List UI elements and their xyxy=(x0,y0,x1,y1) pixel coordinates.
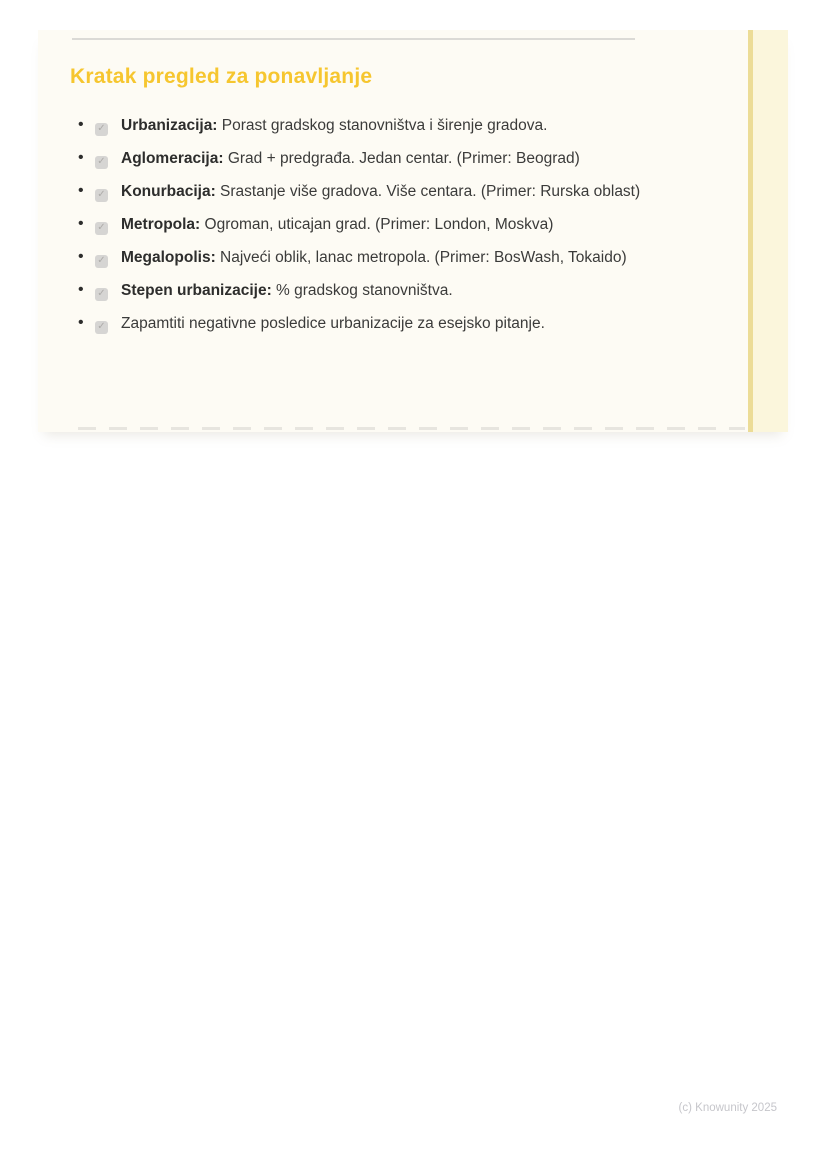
check-icon: ✓ xyxy=(97,288,106,299)
bullet-icon: • xyxy=(78,248,84,265)
check-icon: ✓ xyxy=(97,321,106,332)
check-icon: ✓ xyxy=(97,156,106,167)
card-accent-strip xyxy=(748,30,788,432)
item-term: Metropola: xyxy=(121,216,201,233)
section-title: Kratak pregled za ponavljanje xyxy=(70,65,373,88)
check-icon: ✓ xyxy=(97,222,106,233)
item-text: Srastanje više gradova. Više centara. (Primer: Rurska oblast) xyxy=(215,183,641,200)
notes-card xyxy=(38,30,788,432)
checkbox-checked-icon[interactable] xyxy=(95,255,108,268)
bullet-icon: • xyxy=(78,215,84,232)
item-term: Stepen urbanizacije: xyxy=(121,282,272,299)
page-break-dashes xyxy=(78,427,745,430)
item-term: Megalopolis: xyxy=(121,249,216,266)
item-text: Ogroman, uticajan grad. (Primer: London, Moskva) xyxy=(200,216,554,233)
checklist-item xyxy=(38,311,641,336)
checkbox-checked-icon[interactable] xyxy=(95,288,108,301)
item-text: Grad + predgrađa. Jedan centar. (Primer: Beograd) xyxy=(223,150,580,167)
item-text: Zapamtiti negativne posledice urbanizacije za esejsko pitanje. xyxy=(121,315,545,332)
bullet-icon: • xyxy=(78,182,84,199)
checklist-item xyxy=(38,146,641,171)
item-term: Aglomeracija: xyxy=(121,150,224,167)
bullet-icon: • xyxy=(78,281,84,298)
checklist-item xyxy=(38,212,641,237)
checkbox-checked-icon[interactable] xyxy=(95,222,108,235)
checklist-item xyxy=(38,278,641,303)
check-icon: ✓ xyxy=(97,189,106,200)
checklist-item xyxy=(38,113,641,138)
item-text: % gradskog stanovništva. xyxy=(271,282,453,299)
checklist xyxy=(38,113,641,344)
bullet-icon: • xyxy=(78,149,84,166)
item-text: Najveći oblik, lanac metropola. (Primer: BosWash, Tokaido) xyxy=(215,249,627,266)
checkbox-checked-icon[interactable] xyxy=(95,123,108,136)
item-text: Porast gradskog stanovništva i širenje gradova. xyxy=(217,117,548,134)
bullet-icon: • xyxy=(78,314,84,331)
item-term: Konurbacija: xyxy=(121,183,216,200)
section-divider xyxy=(72,38,635,40)
check-icon: ✓ xyxy=(97,123,106,134)
checklist-item xyxy=(38,179,641,204)
checkbox-checked-icon[interactable] xyxy=(95,189,108,202)
item-term: Urbanizacija: xyxy=(121,117,218,134)
checkbox-checked-icon[interactable] xyxy=(95,156,108,169)
check-icon: ✓ xyxy=(97,255,106,266)
checkbox-checked-icon[interactable] xyxy=(95,321,108,334)
checklist-item xyxy=(38,245,641,270)
bullet-icon: • xyxy=(78,116,84,133)
footer-copyright: (c) Knowunity 2025 xyxy=(678,1102,777,1114)
